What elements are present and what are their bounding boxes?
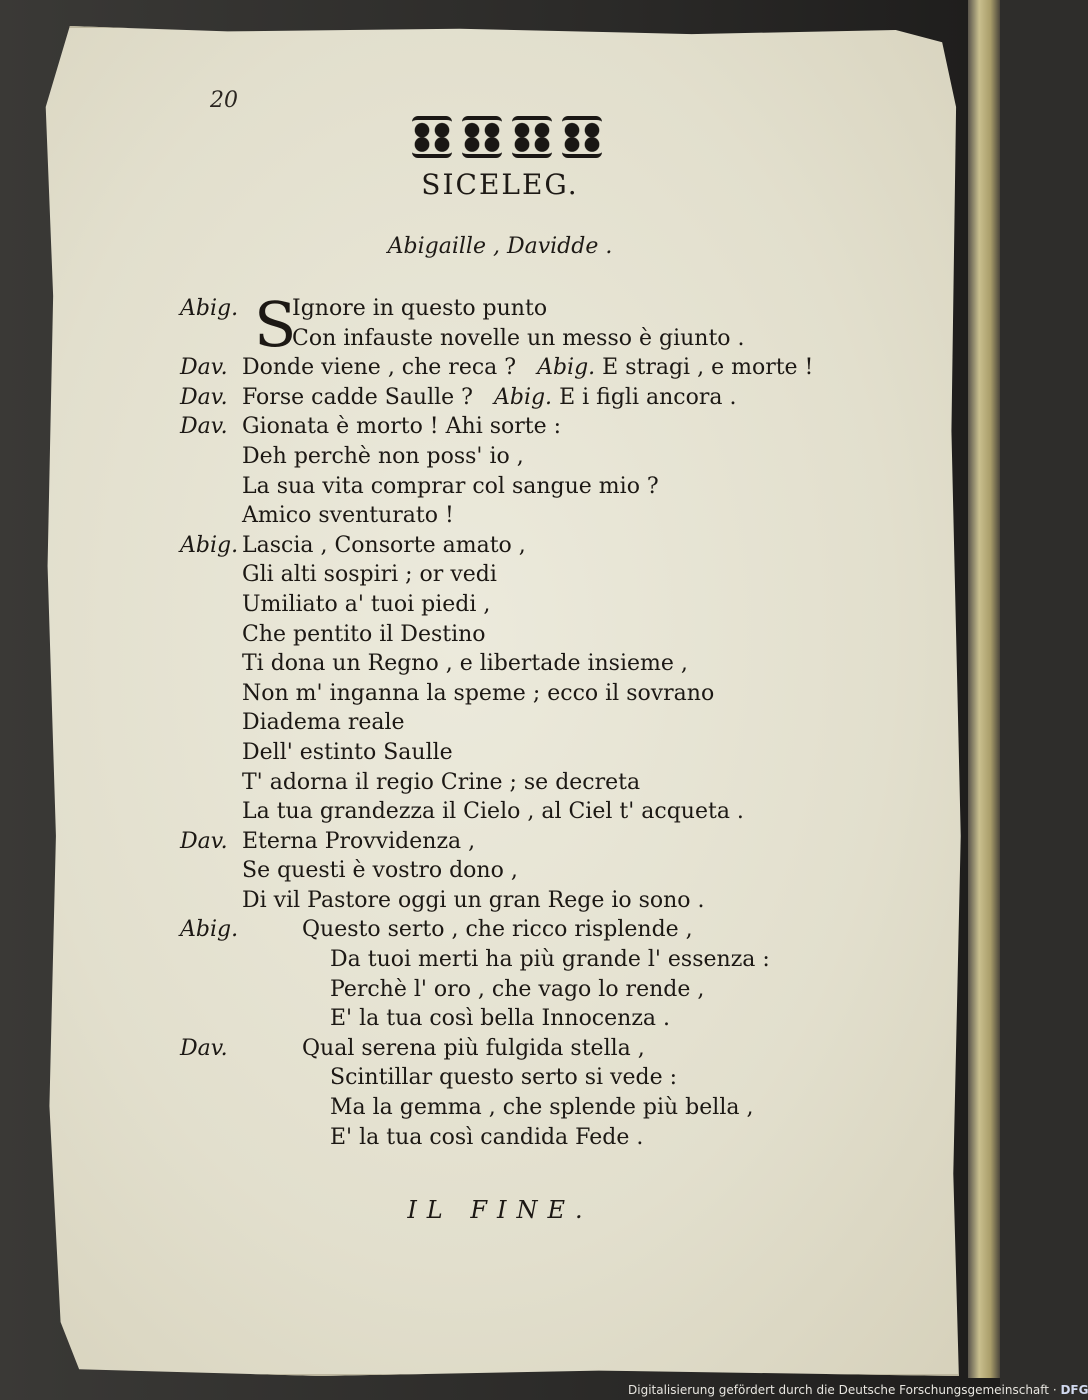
- verse-line: [180, 975, 820, 1005]
- verse-line: [180, 620, 820, 650]
- verse-line: [180, 1004, 820, 1034]
- line-text: [330, 1093, 753, 1123]
- verse-line: [180, 886, 820, 916]
- scene-characters: Abigaille , Davidde .: [387, 234, 613, 259]
- line-text: [242, 412, 561, 442]
- line-text-part: Lascia , Consorte amato ,: [242, 532, 526, 558]
- verse-line: [180, 768, 820, 798]
- line-text-part: Forse cadde Saulle ?: [242, 384, 473, 410]
- verse-line: [180, 590, 820, 620]
- speaker-label: Dav.: [180, 355, 228, 381]
- line-text-part: La sua vita comprar col sangue mio ?: [242, 473, 659, 499]
- line-text: [242, 768, 640, 798]
- line-text-part: Scintillar questo serto si vede :: [330, 1065, 677, 1091]
- line-text: [242, 501, 454, 531]
- credit-text: Digitalisierung gefördert durch die Deutsche Forschungsgemeinschaft: [628, 1383, 1050, 1397]
- speaker-label: Dav.: [180, 828, 228, 854]
- verse-line: [180, 1093, 820, 1123]
- verse-line: [180, 738, 820, 768]
- line-text-part: Non m' inganna la speme ; ecco il sovrano: [242, 680, 715, 706]
- verse-line: [180, 501, 820, 531]
- line-text-part: T' adorna il regio Crine ; se decreta: [242, 769, 641, 795]
- speaker-label: Dav.: [180, 414, 228, 440]
- line-text: [242, 708, 405, 738]
- line-text: [242, 353, 813, 383]
- speaker-label: Abig.: [180, 296, 239, 321]
- verse-line: [180, 324, 820, 354]
- digitization-credit: Digitalisierung gefördert durch die Deutsche Forschungsgemeinschaft · DFG: [628, 1383, 1088, 1397]
- line-text: [242, 590, 490, 620]
- line-text-part: Qual serena più fulgida stella ,: [302, 1035, 645, 1061]
- verse-line: [180, 383, 820, 413]
- line-text-part: E' la tua così candida Fede .: [330, 1124, 644, 1150]
- line-text: [302, 1034, 645, 1064]
- line-text: [242, 560, 497, 590]
- line-text-part: Umiliato a' tuoi piedi ,: [242, 591, 491, 617]
- line-text: [330, 975, 704, 1005]
- line-text: [292, 294, 547, 324]
- verse-line: [180, 560, 820, 590]
- speaker-label: Dav.: [180, 384, 228, 410]
- verse-line: [180, 1123, 820, 1153]
- line-text-part: Donde viene , che reca ?: [242, 355, 517, 381]
- printers-ornament: [412, 116, 612, 152]
- line-text-part: Se questi è vostro dono ,: [242, 858, 518, 884]
- line-text-part: E' la tua così bella Innocenza .: [330, 1006, 671, 1032]
- verse-line: [180, 649, 820, 679]
- ornament-piece: [512, 116, 552, 158]
- line-text-part: Questo serto , che ricco risplende ,: [302, 917, 693, 943]
- speaker-label-inline: Abig.: [493, 384, 553, 410]
- verse-line: [180, 1034, 820, 1064]
- line-text: [330, 945, 770, 975]
- line-text: [330, 1004, 670, 1034]
- line-text: [242, 856, 518, 886]
- line-text: [242, 472, 659, 502]
- verse-line: [180, 1063, 820, 1093]
- ornament-piece: [412, 116, 452, 158]
- line-text: [292, 324, 745, 354]
- verse-line: [180, 827, 820, 857]
- line-text: [242, 649, 688, 679]
- line-text-part: Con infauste novelle un messo è giunto .: [292, 325, 745, 351]
- verse-line: [180, 531, 820, 561]
- verse-line: [180, 442, 820, 472]
- verse-line: [180, 353, 820, 383]
- speaker-label: Dav.: [180, 1035, 228, 1061]
- line-text: [242, 620, 486, 650]
- dfg-logo: DFG: [1060, 1383, 1088, 1397]
- book-binding-edge: [968, 0, 1000, 1378]
- line-text: [242, 738, 453, 768]
- line-text-reply: E stragi , e morte !: [602, 355, 814, 381]
- verse-line: [180, 472, 820, 502]
- verse-text: [180, 288, 820, 1152]
- line-text: [242, 679, 714, 709]
- line-text-part: Amico sventurato !: [242, 503, 454, 529]
- line-text: [330, 1063, 677, 1093]
- verse-line: [180, 294, 820, 324]
- line-text-part: La tua grandezza il Cielo , al Ciel t' acqueta .: [242, 799, 744, 825]
- line-text: [302, 915, 693, 945]
- line-text-part: Ignore in questo punto: [292, 296, 548, 321]
- speaker-label: Abig.: [180, 917, 239, 943]
- scene-title: SICELEG.: [421, 168, 579, 201]
- speaker-label: Abig.: [180, 532, 239, 558]
- line-text-part: Perchè l' oro , che vago lo rende ,: [330, 976, 705, 1002]
- verse-line: [180, 679, 820, 709]
- line-text-part: Da tuoi merti ha più grande l' essenza :: [330, 947, 770, 973]
- verse-line: [180, 856, 820, 886]
- drop-capital: S: [254, 288, 297, 361]
- line-text: [242, 827, 475, 857]
- line-text: [242, 442, 524, 472]
- end-mark: IL FINE.: [407, 1196, 593, 1224]
- ornament-piece: [562, 116, 602, 158]
- line-text-part: Diadema reale: [242, 710, 405, 736]
- verse-line: [180, 915, 820, 945]
- line-text-reply: E i figli ancora .: [559, 384, 737, 410]
- line-text: [242, 531, 526, 561]
- line-text: [242, 797, 744, 827]
- verse-line: [180, 412, 820, 442]
- page-number: 20: [210, 88, 238, 113]
- speaker-label-inline: Abig.: [537, 355, 596, 381]
- ornament-piece: [462, 116, 502, 158]
- line-text-part: Ma la gemma , che splende più bella ,: [330, 1095, 754, 1121]
- line-text: [330, 1123, 643, 1153]
- verse-line: [180, 708, 820, 738]
- verse-line: [180, 797, 820, 827]
- verse-line: [180, 945, 820, 975]
- line-text-part: Eterna Provvidenza ,: [242, 828, 476, 854]
- line-text-part: Gli alti sospiri ; or vedi: [242, 562, 497, 588]
- line-text: [242, 886, 705, 916]
- line-text-part: Gionata è morto ! Ahi sorte :: [242, 414, 562, 440]
- line-text-part: Dell' estinto Saulle: [242, 739, 453, 765]
- line-text-part: Deh perchè non poss' io ,: [242, 443, 524, 469]
- line-text-part: Di vil Pastore oggi un gran Rege io sono .: [242, 887, 705, 913]
- line-text: [242, 383, 736, 413]
- line-text-part: Che pentito il Destino: [242, 621, 486, 647]
- line-text-part: Ti dona un Regno , e libertade insieme ,: [242, 651, 688, 677]
